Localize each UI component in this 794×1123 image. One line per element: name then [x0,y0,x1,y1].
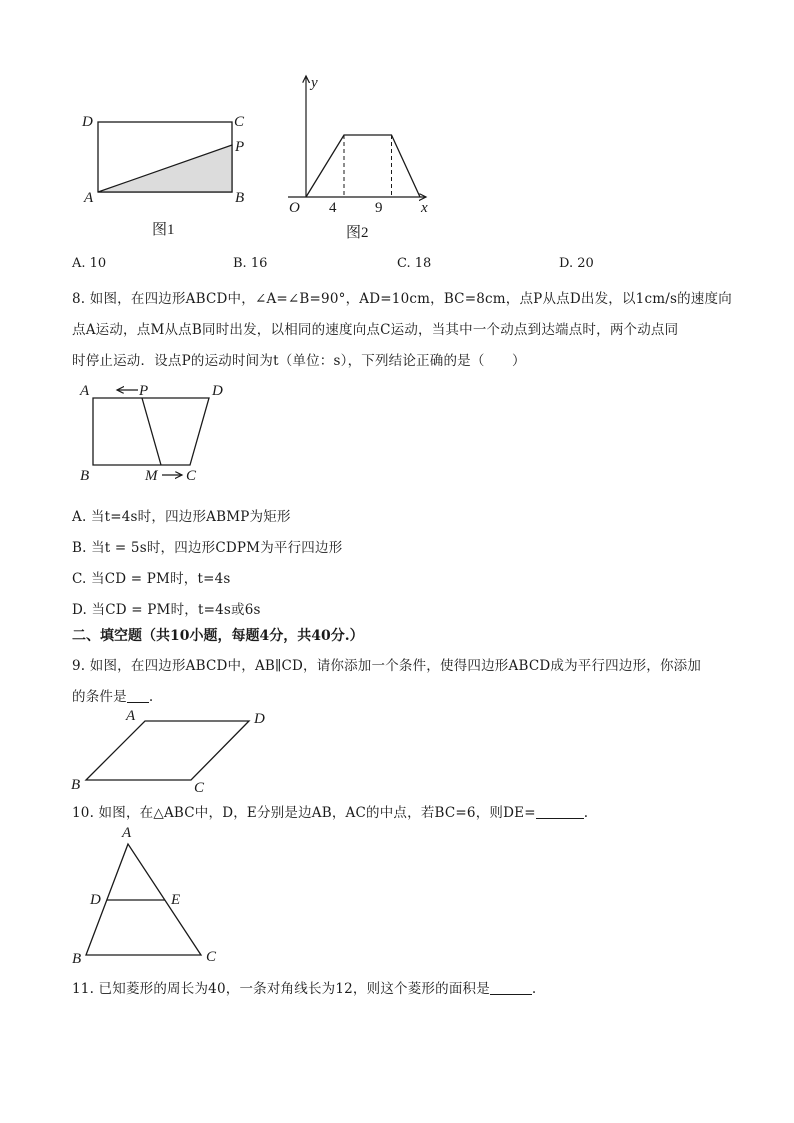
label-A: A [80,383,90,399]
q8-option-b: B. 当t = 5s时，四边形CDPM为平行四边形 [72,540,343,556]
label-A: A [84,190,94,206]
q10-prefix: 10. 如图，在△ABC中，D，E分别是边AB，AC的中点，若BC=6，则DE= [72,805,536,821]
function-graph [306,135,420,197]
q9-text-line-2 [72,685,153,705]
q7-option-c: C. 18 [397,256,432,271]
label-A: A [122,825,132,841]
label-B: B [72,951,82,967]
label-A: A [126,708,136,724]
label-D: D [212,383,223,399]
q8-text-line-2: 点A运动，点M从点B同时出发，以相同的速度向点C运动，当其中一个动点到达端点时，两个动点同 [72,322,679,338]
q7-figure-1 [70,100,270,245]
label-C: C [186,468,197,484]
q8-text-line-1: 8. 如图，在四边形ABCD中，∠A=∠B=90°，AD=10cm，BC=8cm，点P从点D出发，以1cm/s的速度向 [72,291,732,307]
q10-figure [68,822,228,967]
label-P: P [139,383,149,399]
q11-answer-blank[interactable] [490,980,532,995]
label-B: B [235,190,245,206]
q9-answer-blank[interactable] [127,688,149,703]
q11-suffix: . [531,981,537,997]
q10-answer-blank[interactable] [536,804,584,819]
tick-label-4: 4 [329,200,337,216]
q8-option-c: C. 当CD = PM时，t=4s [72,571,231,587]
parallelogram-ABCD [86,721,249,780]
q10-text [72,801,588,821]
label-P: P [235,139,245,155]
label-C: C [194,780,205,796]
q11-prefix: 11. 已知菱形的周长为40，一条对角线长为12，则这个菱形的面积是 [72,981,490,997]
q9-figure [66,706,281,796]
tick-label-9: 9 [375,200,383,216]
label-C: C [234,114,245,130]
label-C: C [206,949,217,965]
section-heading: 二、填空题（共10小题，每题4分，共40分.） [72,628,364,644]
q9-line-2-prefix: 的条件是 [72,689,127,705]
label-M: M [145,468,158,484]
q11-text [72,977,536,997]
figure-2-caption: 图2 [346,225,369,241]
q8-text-line-3: 时停止运动．设点P的运动时间为t（单位：s），下列结论正确的是（ ） [72,353,526,369]
q9-line-2-suffix: . [148,689,154,705]
shaded-triangle [98,145,232,192]
segment-PM [142,398,161,465]
q8-option-a: A. 当t=4s时，四边形ABMP为矩形 [72,509,291,525]
q7-figure-2 [280,70,440,248]
y-axis-label: y [311,75,318,91]
origin-label: O [289,200,300,216]
q8-option-d: D. 当CD = PM时，t=4s或6s [72,602,261,618]
figure-1-caption: 图1 [152,222,175,238]
label-D: D [254,711,265,727]
q10-suffix: . [583,805,589,821]
q8-figure [70,378,240,488]
label-D: D [90,892,101,908]
label-B: B [80,468,90,484]
q7-option-b: B. 16 [233,256,268,271]
q7-option-a: A. 10 [72,256,107,271]
q7-option-d: D. 20 [559,256,594,271]
label-B: B [71,777,81,793]
x-axis-label: x [421,200,428,216]
q9-text-line-1: 9. 如图，在四边形ABCD中，AB∥CD，请你添加一个条件，使得四边形ABCD成为平行四边形，你添加 [72,658,702,674]
label-E: E [171,892,181,908]
label-D: D [82,114,93,130]
